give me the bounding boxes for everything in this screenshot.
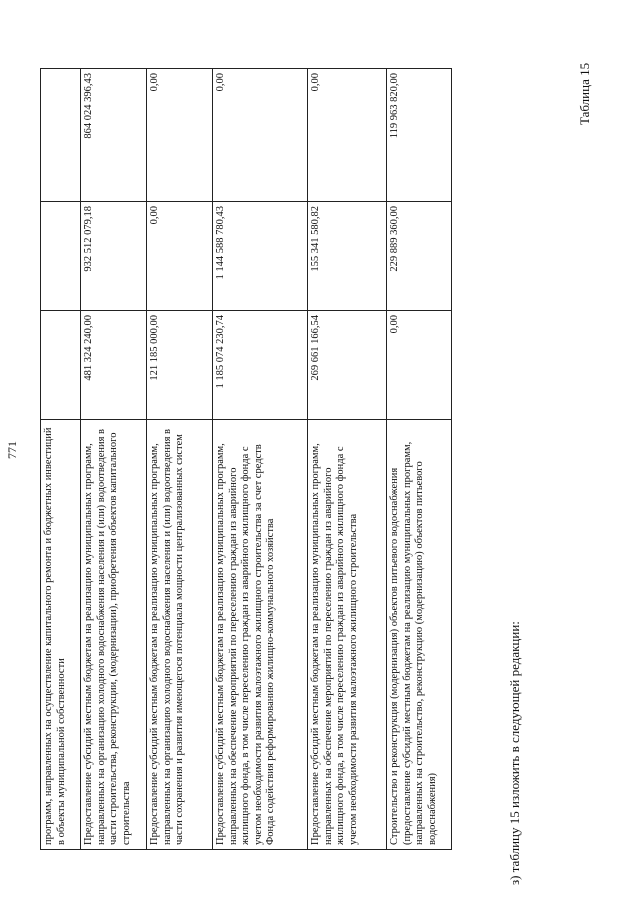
row-value-3: 0,00 — [147, 69, 213, 202]
row-description: Предоставление субсидий местным бюджетам на реализацию муниципальных программ, направленных на организацию холодного водоснабжения населения и (или) водоотведения в части строительства, реконструкции, (модернизации), приобретения объектов капитального строительства — [81, 420, 147, 850]
table-row — [387, 69, 452, 850]
row-value-1 — [41, 311, 81, 420]
row-value-3: 0,00 — [308, 69, 387, 202]
row-value-2: 155 341 580,82 — [308, 202, 387, 311]
row-value-2: 229 889 360,00 — [387, 202, 452, 311]
row-value-3 — [41, 69, 81, 202]
table-row — [308, 69, 387, 850]
table-row — [213, 69, 308, 850]
table-label: Таблица 15 — [577, 62, 592, 125]
row-description: Предоставление субсидий местным бюджетам на реализацию муниципальных программ, направленных на обеспечение мероприятий по переселению граждан из аварийного жилищного фонда, в том числе переселению граждан из аварийного жилищного фонда с учетом необходимости развития малоэтажного жилищного строительства — [308, 420, 387, 850]
row-value-3: 864 024 396,43 — [81, 69, 147, 202]
edit-instruction: з) таблицу 15 изложить в следующей редакции: — [507, 621, 522, 885]
table-row — [81, 69, 147, 850]
row-value-1: 121 185 000,00 — [147, 311, 213, 420]
row-value-2 — [41, 202, 81, 311]
row-value-3: 119 963 820,00 — [387, 69, 452, 202]
table-row — [147, 69, 213, 850]
row-value-1: 269 661 166,54 — [308, 311, 387, 420]
row-description: Предоставление субсидий местным бюджетам на реализацию муниципальных программ, направленных на обеспечение мероприятий по переселению граждан из аварийного жилищного фонда, в том числе переселению граждан из аварийного жилищного фонда с учетом необходимости развития малоэтажного жилищного строительства за счет средств Фонда содействия реформированию жилищно-коммунального хозяйства — [213, 420, 308, 850]
row-value-2: 1 144 588 780,43 — [213, 202, 308, 311]
table-row — [41, 69, 81, 850]
row-value-2: 0,00 — [147, 202, 213, 311]
row-value-3: 0,00 — [213, 69, 308, 202]
page-number: 771 — [5, 441, 19, 459]
budget-table — [40, 68, 452, 850]
row-value-1: 481 324 240,00 — [81, 311, 147, 420]
row-description: Строительство и реконструкция (модернизация) объектов питьевого водоснабжения (предоставление субсидий местным бюджетам на реализацию муниципальных программ, направленных на строительство, реконструкцию (модернизацию) объектов питьевого водоснабжения) — [387, 420, 452, 850]
row-value-1: 0,00 — [387, 311, 452, 420]
row-description: Предоставление субсидий местным бюджетам на реализацию муниципальных программ, направленных на организацию холодного водоснабжения населения и (или) водоотведения в части сохранения и развития имеющегося потенциала мощности централизованных систем — [147, 420, 213, 850]
row-value-1: 1 185 074 230,74 — [213, 311, 308, 420]
row-value-2: 932 512 079,18 — [81, 202, 147, 311]
row-description: программ, направленных на осуществление капитального ремонта и бюджетных инвестиций в объекты муниципальной собственности — [41, 420, 81, 850]
